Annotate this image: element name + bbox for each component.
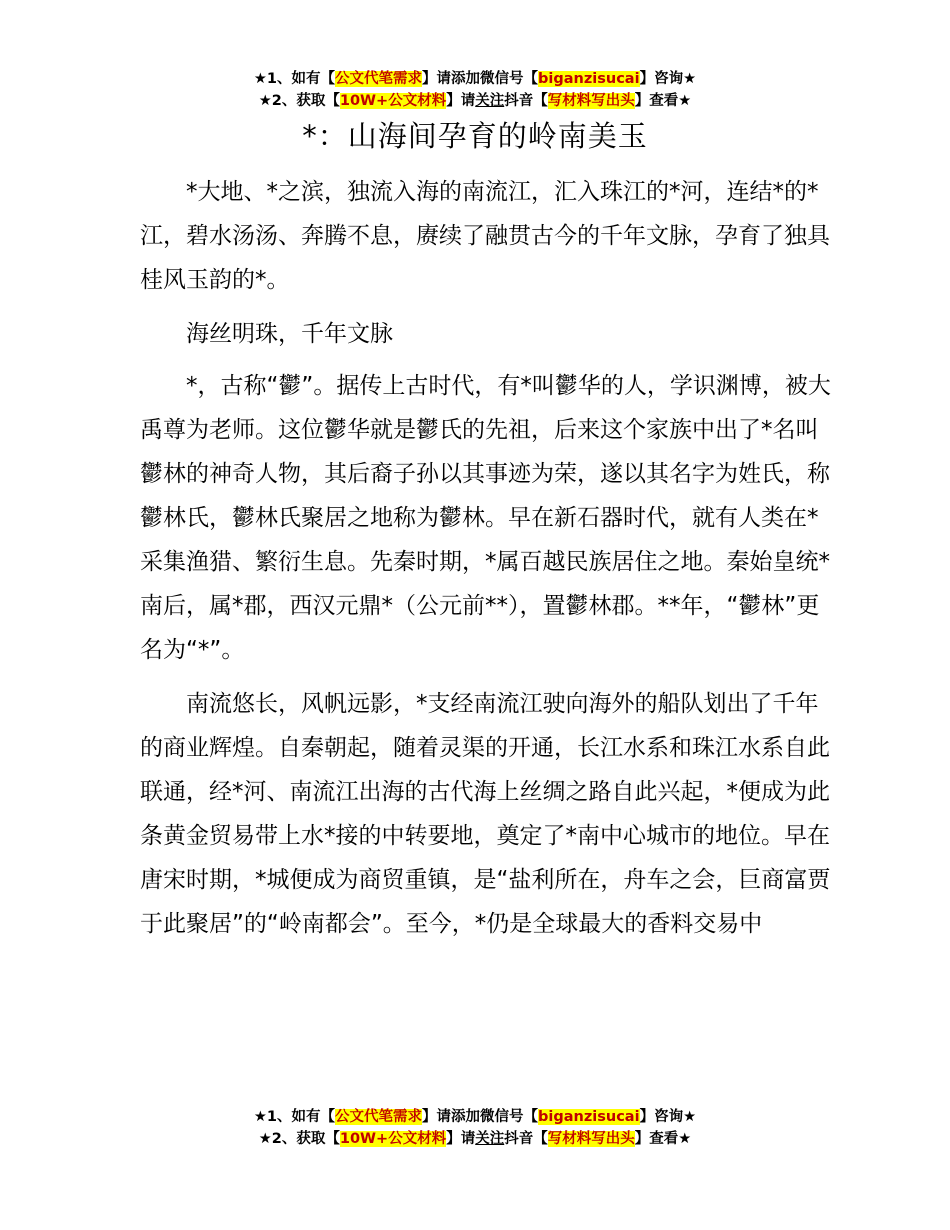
header-text: ★2、获取【 bbox=[258, 93, 340, 109]
highlight-douyin: 写材料写出头 bbox=[547, 93, 635, 109]
header-text: 】请添加微信号【 bbox=[422, 71, 539, 87]
footer-text: 】查看★ bbox=[634, 1131, 692, 1147]
paragraph: *，古称“鬱”。据传上古时代，有*叫鬱华的人，学识渊博，被大禹尊为老师。这位鬱华就是鬱氏的先祖，后来这个家族中出了*名叫鬱林的神奇人物，其后裔子孙以其事迹为荣，遂以其名字为姓氏，称鬱林氏，鬱林氏聚居之地称为鬱林。早在新石器时代，就有人类在*采集渔猎、繁衍生息。先秦时期，*属百越民族居住之地。秦始皇统*南后，属*郡，西汉元鼎*（公元前**），置鬱林郡。**年，“鬱林”更名为“*”。 bbox=[140, 373, 831, 663]
footer-banner bbox=[0, 1106, 950, 1150]
document-title: *：山海间孕育的岭南美玉 bbox=[302, 119, 648, 153]
document-body bbox=[140, 170, 832, 956]
footer-text: ★2、获取【 bbox=[258, 1131, 340, 1147]
follow-text: 关注 bbox=[475, 93, 505, 109]
follow-text: 关注 bbox=[475, 1131, 505, 1147]
footer-text: 】咨询★ bbox=[639, 1109, 697, 1125]
highlight-douyin: 写材料写出头 bbox=[547, 1131, 635, 1147]
header-line-1 bbox=[0, 68, 950, 90]
header-text: 抖音【 bbox=[504, 93, 548, 109]
header-text: 】查看★ bbox=[634, 93, 692, 109]
footer-text: 】请 bbox=[446, 1131, 476, 1147]
footer-text: 】请添加微信号【 bbox=[422, 1109, 539, 1125]
highlight-wechat-id: biganzisucai bbox=[538, 71, 640, 87]
header-banner bbox=[0, 68, 950, 112]
paragraph: 南流悠长，风帆远影，*支经南流江驶向海外的船队划出了千年的商业辉煌。自秦朝起，随着灵渠的开通，长江水系和珠江水系自此联通，经*河、南流江出海的古代海上丝绸之路自此兴起，*便成为此条黄金贸易带上水*接的中转要地，奠定了*南中心城市的地位。早在唐宋时期，*城便成为商贸重镇，是“盐利所在，舟车之会，巨商富贾于此聚居”的“岭南都会”。至今，*仍是全球最大的香料交易中 bbox=[140, 691, 831, 937]
paragraph: *大地、*之滨，独流入海的南流江，汇入珠江的*河，连结*的*江，碧水汤汤、奔腾不息，赓续了融贯古今的千年文脉，孕育了独具桂风玉韵的*。 bbox=[140, 179, 830, 293]
highlight-materials: 10W+公文材料 bbox=[339, 93, 447, 109]
header-text: ★1、如有【 bbox=[253, 71, 336, 87]
highlight-materials: 10W+公文材料 bbox=[339, 1131, 447, 1147]
header-text: 】请 bbox=[446, 93, 476, 109]
highlight-service: 公文代笔需求 bbox=[335, 1109, 423, 1125]
highlight-wechat-id: biganzisucai bbox=[538, 1109, 640, 1125]
section-heading: 海丝明珠，千年文脉 bbox=[186, 321, 393, 347]
highlight-service: 公文代笔需求 bbox=[335, 71, 423, 87]
header-line-2 bbox=[0, 90, 950, 112]
footer-text: 抖音【 bbox=[504, 1131, 548, 1147]
footer-text: ★1、如有【 bbox=[253, 1109, 336, 1125]
footer-line-2 bbox=[0, 1128, 950, 1150]
footer-line-1 bbox=[0, 1106, 950, 1128]
header-text: 】咨询★ bbox=[639, 71, 697, 87]
